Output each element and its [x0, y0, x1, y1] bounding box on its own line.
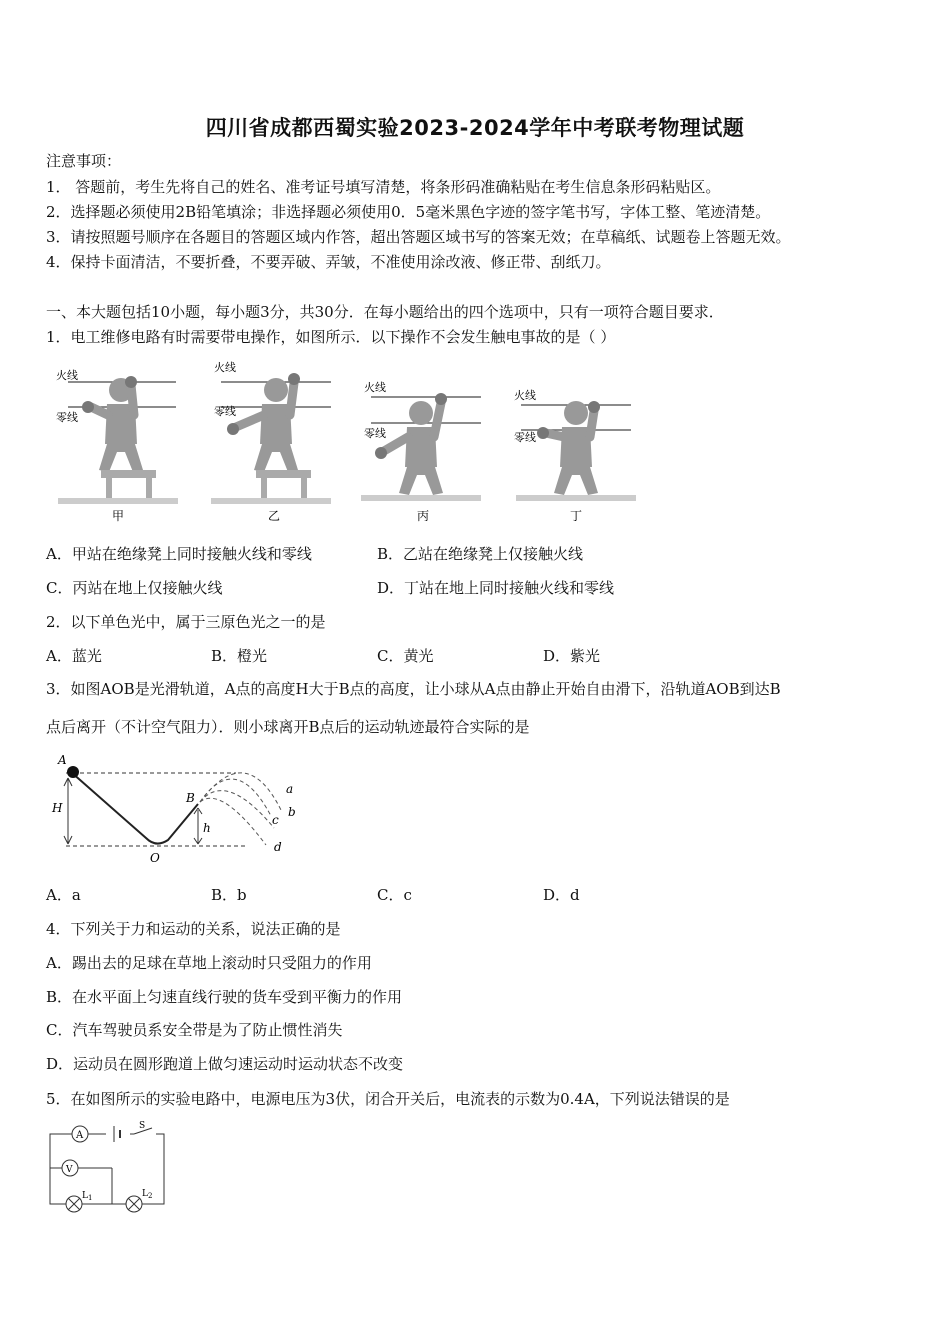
- svg-text:零线: 零线: [214, 405, 236, 418]
- svg-text:零线: 零线: [364, 427, 386, 440]
- svg-text:火线: 火线: [514, 389, 536, 402]
- q4-stem: 4．下列关于力和运动的关系，说法正确的是: [46, 920, 341, 938]
- q3-option-c: C．c: [377, 886, 412, 904]
- neutral-wire-label: 零线: [56, 411, 78, 424]
- ammeter-label: A: [76, 1130, 84, 1141]
- q1-stem: 1．电工维修电路有时需要带电操作，如图所示．以下操作不会发生触电事故的是（ ）: [46, 328, 616, 346]
- note-item: 1． 答题前，考生先将自己的姓名、准考证号填写清楚，将条形码准确粘贴在考生信息条形码粘贴区。: [46, 178, 721, 196]
- voltmeter-label: V: [66, 1165, 73, 1175]
- q3-option-d: D．d: [543, 886, 580, 904]
- q1-option-b: B．乙站在绝缘凳上仅接触火线: [377, 545, 584, 563]
- notes-heading: 注意事项：: [46, 152, 122, 170]
- point-o-label: O: [150, 851, 160, 865]
- q3-stem-line1: 3．如图AOB是光滑轨道，A点的高度H大于B点的高度，让小球从A点由静止开始自由滑下，沿轨道AOB到达B: [46, 680, 781, 698]
- q1-option-a: A．甲站在绝缘凳上同时接触火线和零线: [46, 545, 312, 563]
- q4-option-d: D．运动员在圆形跑道上做匀速运动时运动状态不改变: [46, 1055, 404, 1073]
- section-heading: 一、本大题包括10小题，每小题3分，共30分．在每小题给出的四个选项中，只有一项符合题目要求．: [46, 303, 724, 321]
- q5-stem: 5．在如图所示的实验电路中，电源电压为3伏，闭合开关后，电流表的示数为0.4A，下列说法错误的是: [46, 1090, 730, 1108]
- q3-option-b: B．b: [211, 886, 247, 904]
- q2-option-a: A．蓝光: [46, 647, 102, 665]
- height-H-label: H: [52, 801, 63, 815]
- figure-jia: [56, 368, 178, 523]
- height-h-label: h: [203, 821, 211, 835]
- note-item: 4．保持卡面清洁，不要折叠，不要弄破、弄皱，不准使用涂改液、修正带、刮纸刀。: [46, 253, 611, 271]
- lamp2-label: $L_2$: [142, 1189, 153, 1200]
- path-d-label: d: [274, 840, 282, 854]
- path-b-label: b: [288, 805, 296, 819]
- q3-stem-line2: 点后离开（不计空气阻力）．则小球离开B点后的运动轨迹最符合实际的是: [46, 718, 530, 736]
- switch-label: S: [139, 1121, 146, 1131]
- caption-jia: 甲: [112, 509, 125, 523]
- path-a-label: a: [286, 782, 294, 796]
- svg-text:零线: 零线: [514, 431, 536, 444]
- figure-bing: [361, 380, 481, 523]
- q3-option-a: A．a: [46, 886, 81, 904]
- caption-yi: 乙: [268, 509, 281, 523]
- point-b-label: B: [186, 791, 195, 805]
- q5-circuit: [42, 1118, 172, 1218]
- q2-option-c: C．黄光: [377, 647, 434, 665]
- caption-ding: 丁: [570, 509, 583, 523]
- q2-option-d: D．紫光: [543, 647, 601, 665]
- q2-option-b: B．橙光: [211, 647, 268, 665]
- q4-option-a: A．踢出去的足球在草地上滚动时只受阻力的作用: [46, 954, 372, 972]
- lamp1-label: $L_1$: [82, 1191, 93, 1202]
- figure-ding: [514, 388, 636, 523]
- figure-yi: [211, 360, 331, 523]
- path-c-label: c: [272, 813, 279, 827]
- q1-option-c: C．丙站在地上仅接触火线: [46, 579, 223, 597]
- page-title: 四川省成都西蜀实验2023-2024学年中考联考物理试题: [205, 116, 745, 140]
- q4-option-b: B．在水平面上匀速直线行驶的货车受到平衡力的作用: [46, 988, 403, 1006]
- live-wire-label: 火线: [56, 369, 78, 382]
- note-item: 3．请按照题号顺序在各题目的答题区域内作答，超出答题区域书写的答案无效；在草稿纸、试题卷上答题无效。: [46, 228, 791, 246]
- point-a-label: A: [58, 753, 67, 767]
- q1-figure: [46, 355, 646, 530]
- note-item: 2．选择题必须使用2B铅笔填涂；非选择题必须使用0．5毫米黑色字迹的签字笔书写，字体工整、笔迹清楚。: [46, 203, 771, 221]
- q4-option-c: C．汽车驾驶员系安全带是为了防止惯性消失: [46, 1021, 343, 1039]
- svg-text:火线: 火线: [214, 361, 236, 374]
- q2-stem: 2．以下单色光中，属于三原色光之一的是: [46, 613, 326, 631]
- q1-option-d: D．丁站在地上同时接触火线和零线: [377, 579, 615, 597]
- caption-bing: 丙: [417, 509, 430, 523]
- q3-figure: [46, 750, 306, 870]
- svg-text:火线: 火线: [364, 381, 386, 394]
